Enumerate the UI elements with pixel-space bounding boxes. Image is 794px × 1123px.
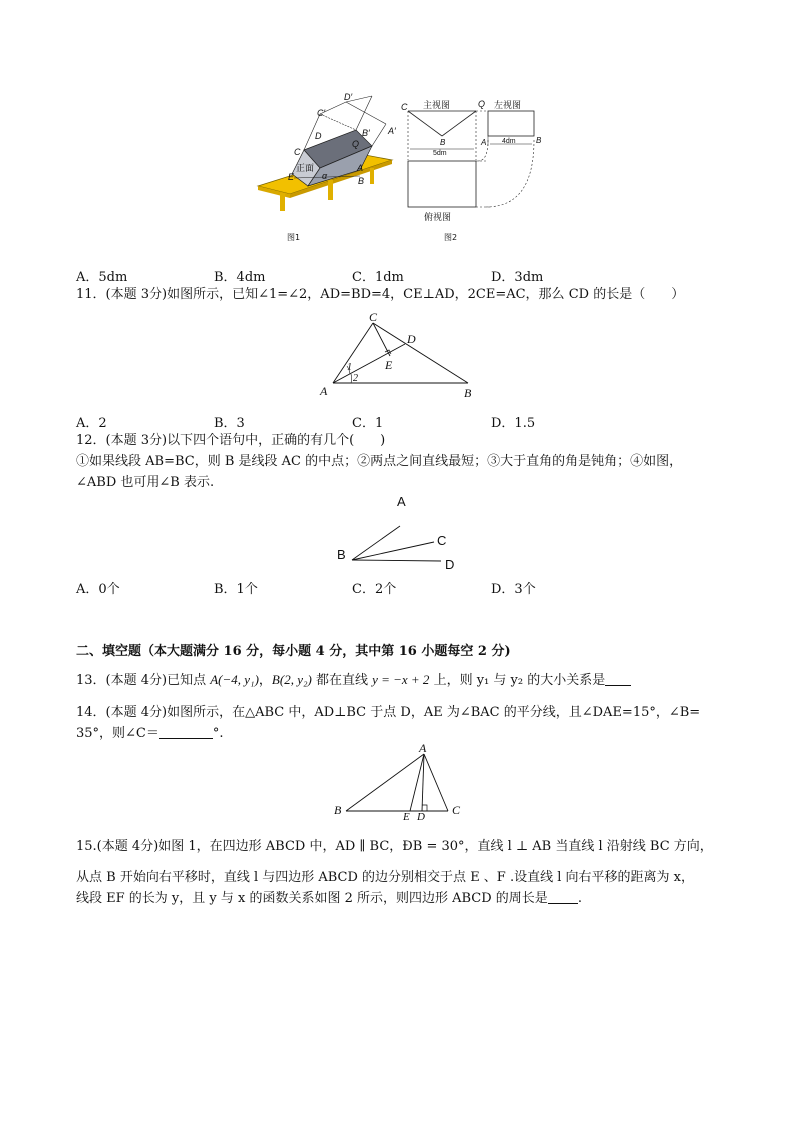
q11-label-E: E: [385, 358, 393, 372]
fig1-label-B: B: [358, 176, 365, 186]
fig1-label-C-prime: C′: [317, 108, 326, 118]
q11-question: 11．(本题 3分)如图所示，已知∠1=∠2，AD=BD=4，CE⊥AD，2CE=AC，那么 CD 的长是（ ）: [76, 287, 685, 302]
fig2-label-B2: B: [536, 136, 542, 145]
q11-label-C: C: [369, 310, 378, 324]
fig2-dim-5dm: 5dm: [433, 150, 447, 157]
q15-line1: 15.(本题 4分)如图 1，在四边形 ABCD 中，AD ∥ BC，ÐB = 30°，直线 l ⊥ AB 当直线 l 沿射线 BC 方向，: [76, 839, 713, 854]
q15-answer-blank[interactable]: [548, 890, 578, 904]
q11-label-D: D: [407, 332, 416, 346]
q13-suffix: 上，则 y₁ 与 y₂ 的大小关系是: [429, 673, 606, 688]
q11-option-d[interactable]: D．1.5: [491, 416, 536, 431]
q12-option-b[interactable]: B．1个: [214, 582, 258, 597]
q14-label-B: B: [334, 803, 342, 817]
q12-label-C: C: [437, 533, 447, 548]
q15-line3: [76, 890, 582, 908]
q11-label-1: 1: [347, 362, 352, 373]
q11-option-c[interactable]: C．1: [352, 416, 384, 431]
q13-sep: ，: [258, 673, 272, 688]
q12-option-d[interactable]: D．3个: [491, 582, 536, 597]
q12-option-a[interactable]: A．0个: [76, 582, 120, 597]
fig1-label-D: D: [315, 131, 322, 141]
fig1-label-C: C: [294, 147, 301, 157]
q14-label-D: D: [417, 811, 425, 823]
fig2-dim-4dm: 4dm: [502, 138, 516, 145]
q13-point-b: B(2, y₂): [271, 672, 312, 687]
fig1-label-A: A: [357, 163, 364, 173]
q13-line-eq: y = −x + 2: [372, 672, 430, 687]
q12-statements-line2: ∠ABD 也可用∠B 表示.: [76, 475, 215, 490]
fig1-label-E: E: [288, 172, 295, 182]
fig2-label-left-view: 左视图: [494, 100, 522, 110]
fig1-caption: 图1: [287, 233, 301, 242]
q15-line3-text: 线段 EF 的长为 y，且 y 与 x 的函数关系如图 2 所示，则四边形 ABCD 的周长是: [76, 891, 548, 906]
q10-option-d[interactable]: D．3dm: [491, 270, 544, 285]
fig1-label-Q: Q: [352, 139, 360, 149]
q11-option-a[interactable]: A．2: [76, 416, 107, 431]
q12-label-D: D: [445, 557, 455, 572]
q15-period: .: [577, 891, 582, 906]
fig2-caption: 图2: [444, 233, 458, 242]
q11-label-2: 2: [353, 373, 358, 384]
q10-option-c[interactable]: C．1dm: [352, 270, 404, 285]
q14-label-E: E: [403, 811, 410, 823]
fig1-label-alpha: α: [322, 171, 328, 181]
q14-line2-text: 35°，则∠C＝: [76, 726, 159, 741]
fig1-label-D-prime: D′: [344, 92, 353, 102]
q12-label-B: B: [337, 547, 346, 562]
q14-label-C: C: [452, 803, 461, 817]
fig2-label-B: B: [440, 138, 446, 147]
fig2-label-Q: Q: [478, 99, 486, 109]
q12-label-A: A: [397, 494, 406, 509]
q10-option-a[interactable]: A．5dm: [76, 270, 128, 285]
q14-degree: °.: [212, 726, 224, 741]
q12-option-c[interactable]: C．2个: [352, 582, 397, 597]
fig2-label-top-view: 俯视图: [424, 212, 452, 222]
q14-label-A: A: [419, 741, 427, 755]
fig1-label-B-prime: B′: [362, 128, 370, 138]
q13-point-a: A(−4, y₁): [210, 672, 259, 687]
q14-line1: 14．(本题 4分)如图所示，在△ABC 中，AD⊥BC 于点 D，AE 为∠BAC 的平分线，且∠DAE=15°，∠B=: [76, 705, 701, 720]
q12-statements-line1: ①如果线段 AB=BC，则 B 是线段 AC 的中点；②两点之间直线最短；③大于直角的角是钝角；④如图，: [76, 454, 683, 469]
q11-option-b[interactable]: B．3: [214, 416, 245, 431]
q15-line2: 从点 B 开始向右平移时，直线 l 与四边形 ABCD 的边分别相交于点 E 、F .设直线 l 向右平移的距离为 x，: [76, 870, 694, 885]
q11-label-B: B: [464, 386, 472, 400]
q11-label-A: A: [320, 384, 328, 398]
fig2-label-C: C: [401, 102, 408, 112]
q13-prefix: 13．(本题 4分)已知点: [76, 673, 211, 688]
section-2-heading: 二、填空题（本大题满分 16 分，每小题 4 分，其中第 16 小题每空 2 分): [76, 644, 511, 659]
fig1-label-A-prime: A′: [388, 126, 396, 136]
fig2-label-A: A: [481, 138, 487, 147]
q10-option-b[interactable]: B．4dm: [214, 270, 266, 285]
fig1-label-front: 正面: [296, 163, 315, 173]
q13-mid: 都在直线: [311, 673, 373, 688]
q12-question: 12．(本题 3分)以下四个语句中，正确的有几个( ): [76, 433, 386, 448]
fig2-label-main-view: 主视图: [423, 100, 451, 110]
